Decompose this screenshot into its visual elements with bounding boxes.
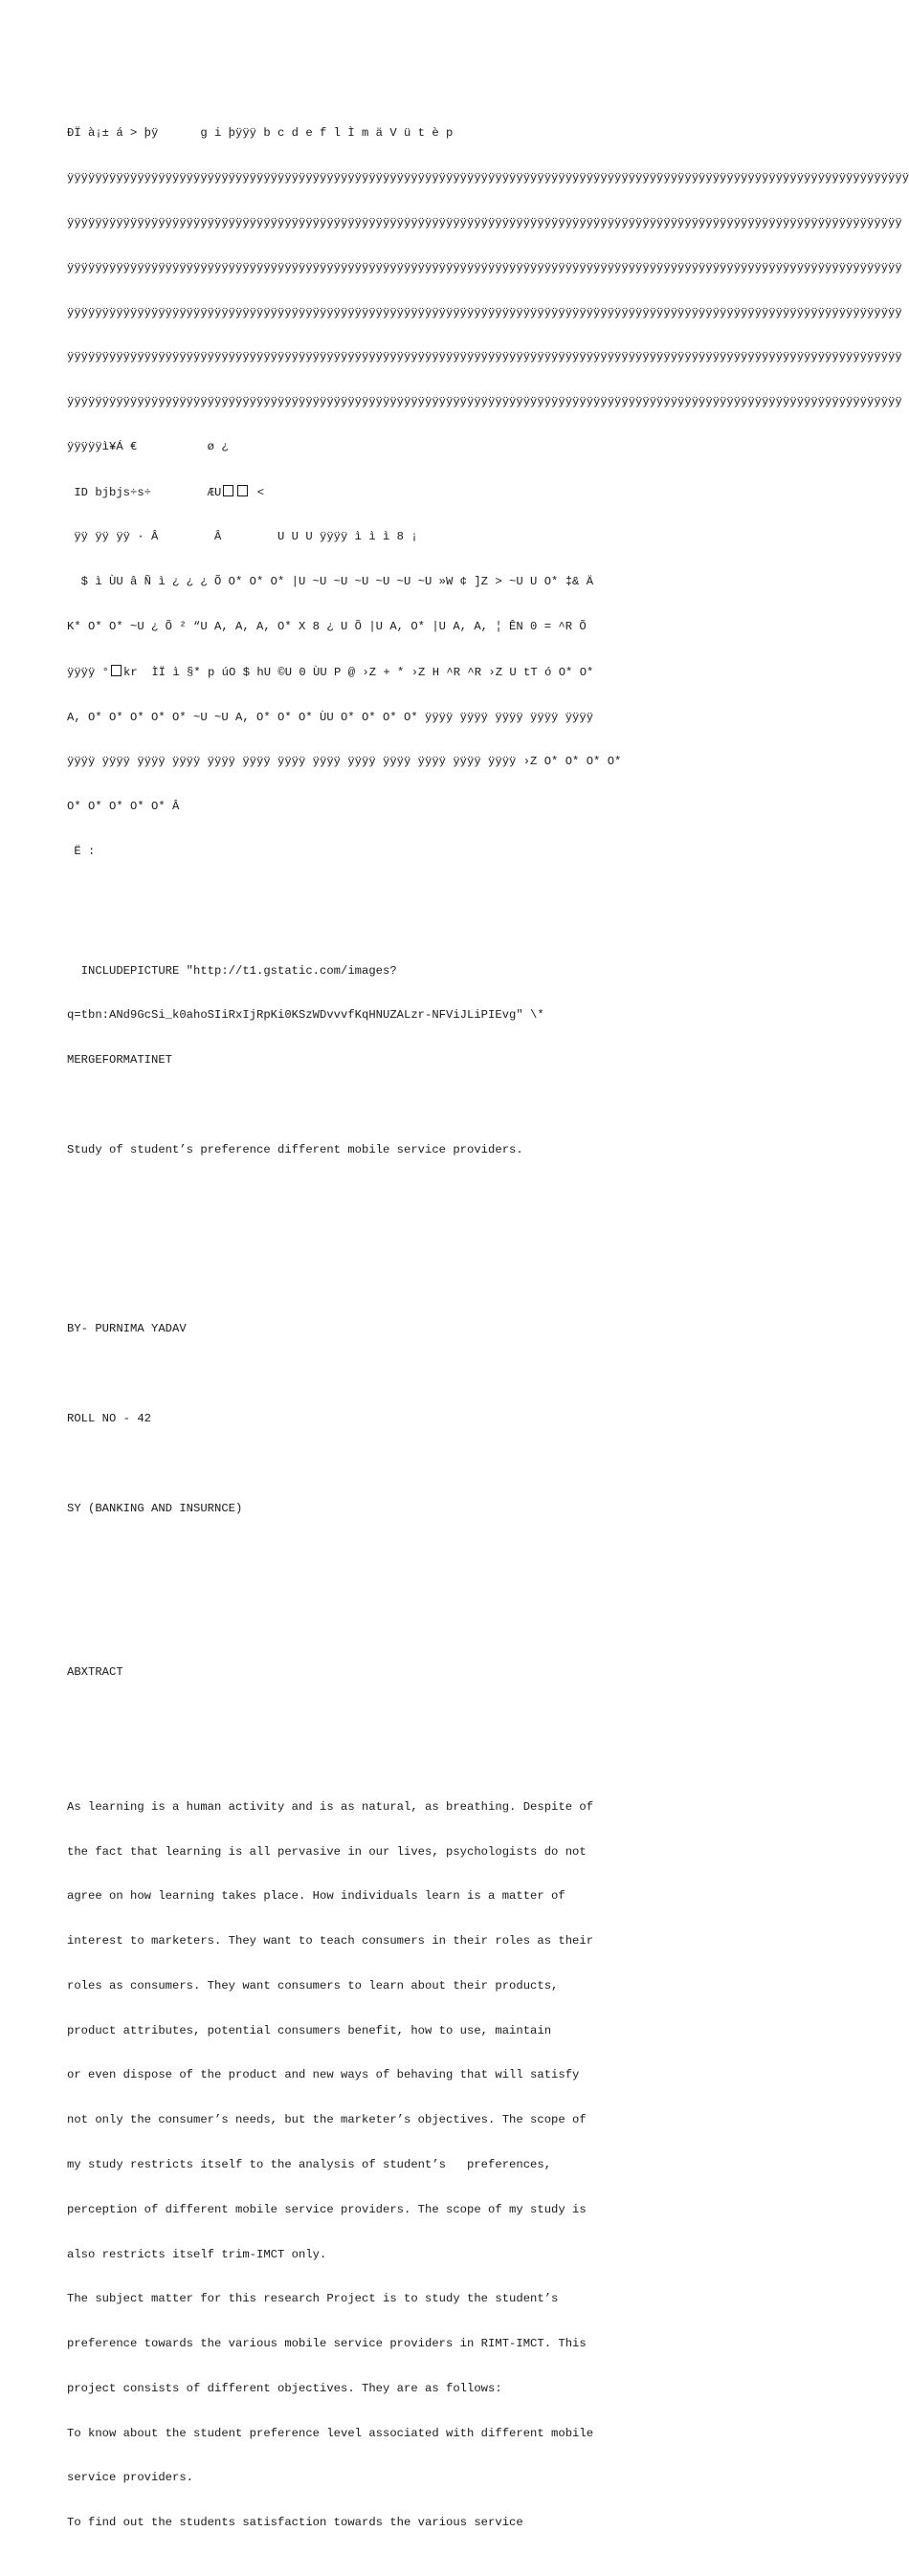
garbage-line: ÿÿÿÿÿÿÿÿÿÿÿÿÿÿÿÿÿÿÿÿÿÿÿÿÿÿÿÿÿÿÿÿÿÿÿÿÿÿÿÿÿÿÿÿÿÿÿÿÿÿÿÿÿÿÿÿÿÿÿÿÿÿÿÿÿÿÿÿÿÿÿÿÿÿÿÿÿÿÿÿÿÿÿÿÿÿÿÿÿÿÿÿÿÿÿÿÿÿÿÿÿÿÿÿÿÿÿÿÿÿÿÿÿÿÿÿÿÿÿÿ [67,171,909,186]
garbage-line: ÿÿÿÿÿÿÿÿÿÿÿÿÿÿÿÿÿÿÿÿÿÿÿÿÿÿÿÿÿÿÿÿÿÿÿÿÿÿÿÿÿÿÿÿÿÿÿÿÿÿÿÿÿÿÿÿÿÿÿÿÿÿÿÿÿÿÿÿÿÿÿÿÿÿÿÿÿÿÿÿÿÿÿÿÿÿÿÿÿÿÿÿÿÿÿÿÿÿÿÿÿÿÿÿÿÿÿÿÿÿÿÿÿÿÿÿÿÿÿ [67,350,902,364]
garbage-line: K* O* O* ~U ¿ Õ ² “U A, A, A, O* X 8 ¿ U Õ |U A, O* |U A, A, ¦ ÊN 0 = ^R Õ [67,619,587,633]
box-glyph-icon [111,665,122,676]
abstract-line: perception of different mobile service providers. The scope of my study is [67,2202,587,2216]
garbage-line: ÿÿÿÿ ÿÿÿÿ ÿÿÿÿ ÿÿÿÿ ÿÿÿÿ ÿÿÿÿ ÿÿÿÿ ÿÿÿÿ ÿÿÿÿ ÿÿÿÿ ÿÿÿÿ ÿÿÿÿ ÿÿÿÿ ›Z O* O* O* O* [67,755,622,769]
abstract-line: also restricts itself trim-IMCT only. [67,2247,327,2261]
abstract-line: my study restricts itself to the analysis of student’s preferences, [67,2158,552,2171]
garbage-line: ÿÿÿÿÿì¥Á € ø ¿ [67,439,229,453]
abstract-line: the fact that learning is all pervasive in our lives, psychologists do not [67,1844,587,1859]
document-title: Study of student’s preference different mobile service providers. [67,1142,523,1156]
abstract-line: To find out the students satisfaction towards the various service [67,2516,523,2530]
course-line: SY (BANKING AND INSURNCE) [67,1501,243,1515]
abstract-line: project consists of different objectives. They are as follows: [67,2381,502,2395]
abstract-body [67,1771,679,2561]
field-code-line: MERGEFORMATINET [67,1053,173,1068]
garbage-line: A, O* O* O* O* O* ~U ~U A, O* O* O* ÙU O* O* O* O* ÿÿÿÿ ÿÿÿÿ ÿÿÿÿ ÿÿÿÿ ÿÿÿÿ [67,710,594,724]
garbage-line: ÿÿÿÿÿÿÿÿÿÿÿÿÿÿÿÿÿÿÿÿÿÿÿÿÿÿÿÿÿÿÿÿÿÿÿÿÿÿÿÿÿÿÿÿÿÿÿÿÿÿÿÿÿÿÿÿÿÿÿÿÿÿÿÿÿÿÿÿÿÿÿÿÿÿÿÿÿÿÿÿÿÿÿÿÿÿÿÿÿÿÿÿÿÿÿÿÿÿÿÿÿÿÿÿÿÿÿÿÿÿÿÿÿÿÿÿÿÿÿ [67,395,902,409]
garbage-fragment: ÿÿÿÿ ° [67,665,110,679]
field-code-line: INCLUDEPICTURE "http://t1.gstatic.com/images? [67,963,397,978]
abstract-line: The subject matter for this research Project is to study the student’s [67,2292,559,2306]
box-glyph-icon [223,485,233,496]
author-line: BY- PURNIMA YADAV [67,1321,187,1335]
garbage-fragment: < [256,485,265,499]
garbage-line: Ë : [67,844,96,858]
garbage-line: O* O* O* O* O* Â [67,800,180,814]
abstract-line: roles as consumers. They want consumers to learn about their products, [67,1978,559,1993]
spacer [67,1202,679,1277]
roll-number-line: ROLL NO - 42 [67,1411,152,1425]
field-code-line: q=tbn:ANd9GcSi_k0ahoSIiRxIjRpKi0KSzWDvvvfKqHNUZALzr-NFViJLiPIEvg" \* [67,1008,544,1023]
garbage-line: ÿÿÿÿÿÿÿÿÿÿÿÿÿÿÿÿÿÿÿÿÿÿÿÿÿÿÿÿÿÿÿÿÿÿÿÿÿÿÿÿÿÿÿÿÿÿÿÿÿÿÿÿÿÿÿÿÿÿÿÿÿÿÿÿÿÿÿÿÿÿÿÿÿÿÿÿÿÿÿÿÿÿÿÿÿÿÿÿÿÿÿÿÿÿÿÿÿÿÿÿÿÿÿÿÿÿÿÿÿÿÿÿÿÿÿÿÿÿÿ [67,305,902,319]
garbage-fragment: kr ÌÏ ì §* p úO $ hU ©U 0 ÙU P @ ›Z + * ›Z H ^R ^R ›Z U tT ó O* O* [123,665,594,679]
garbage-fragment: ID bjbjs÷s÷ ÆU [67,485,222,499]
garbage-line: ÐÏ à¡± á > þÿ g i þÿÿÿ b c d e f l Ì m ä V ü t è p [67,126,454,141]
abstract-line: service providers. [67,2471,194,2485]
abstract-line: To know about the student preference level associated with different mobile [67,2426,594,2440]
abstract-line: interest to marketers. They want to teach consumers in their roles as their [67,1934,594,1949]
abstract-line: not only the consumer’s needs, but the marketer’s objectives. The scope of [67,2113,587,2127]
spacer [67,1457,679,1472]
garbage-line: ÿÿÿÿÿÿÿÿÿÿÿÿÿÿÿÿÿÿÿÿÿÿÿÿÿÿÿÿÿÿÿÿÿÿÿÿÿÿÿÿÿÿÿÿÿÿÿÿÿÿÿÿÿÿÿÿÿÿÿÿÿÿÿÿÿÿÿÿÿÿÿÿÿÿÿÿÿÿÿÿÿÿÿÿÿÿÿÿÿÿÿÿÿÿÿÿÿÿÿÿÿÿÿÿÿÿÿÿÿÿÿÿÿÿÿÿÿÿÿ [67,260,902,275]
garbage-line: ÿÿÿÿÿÿÿÿÿÿÿÿÿÿÿÿÿÿÿÿÿÿÿÿÿÿÿÿÿÿÿÿÿÿÿÿÿÿÿÿÿÿÿÿÿÿÿÿÿÿÿÿÿÿÿÿÿÿÿÿÿÿÿÿÿÿÿÿÿÿÿÿÿÿÿÿÿÿÿÿÿÿÿÿÿÿÿÿÿÿÿÿÿÿÿÿÿÿÿÿÿÿÿÿÿÿÿÿÿÿÿÿÿÿÿÿÿÿÿ [67,215,902,230]
garbage-line [67,665,679,681]
spacer [67,1367,679,1382]
garbage-line: $ ì ÙU â Ñ ì ¿ ¿ ¿ Õ O* O* O* |U ~U ~U ~U ~U ~U ~U »W ¢ ]Z > ~U U O* ‡& Ä [67,575,594,589]
garbage-line [67,485,679,501]
document-page [67,67,909,2576]
spacer [67,1561,679,1620]
abstract-line: product attributes, potential consumers benefit, how to use, maintain [67,2023,552,2037]
garbage-line: ÿÿ ÿÿ ÿÿ · Â Â U U U ÿÿÿÿ ì ì ì 8 ¡ [67,530,418,544]
field-code [67,934,679,1098]
abstract-line: agree on how learning takes place. How individuals learn is a matter of [67,1889,565,1904]
abstract-heading: ABXTRACT [67,1665,123,1679]
binary-header-text [67,97,909,889]
spacer [67,1710,679,1726]
abstract-line: preference towards the various mobile service providers in RIMT-IMCT. This [67,2337,587,2351]
abstract-line: or even dispose of the product and new ways of behaving that will satisfy [67,2068,580,2082]
box-glyph-icon [237,485,248,496]
abstract-line: As learning is a human activity and is as natural, as breathing. Despite of [67,1799,594,1814]
